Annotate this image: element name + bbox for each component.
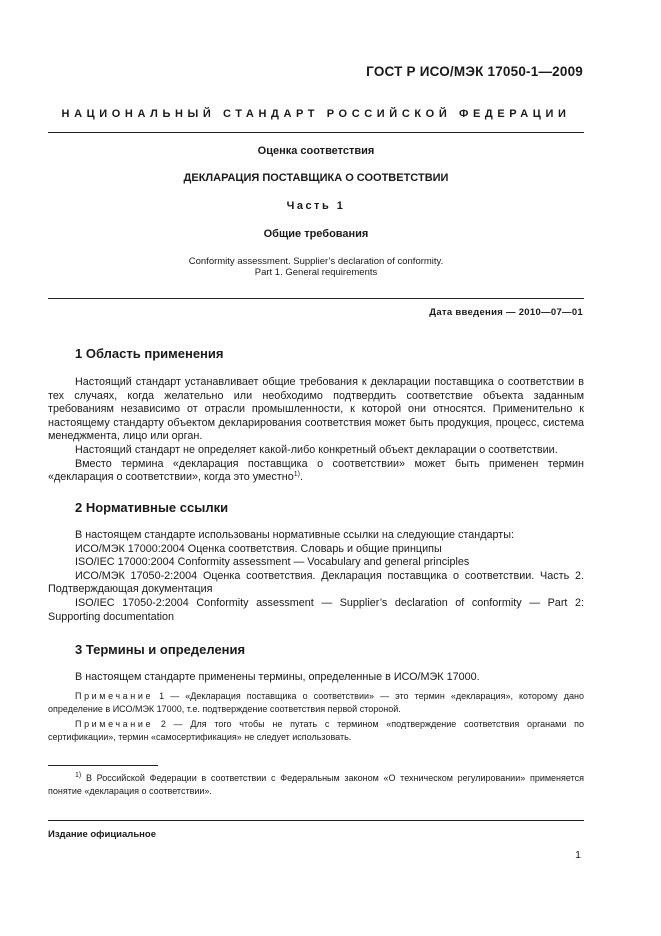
page-number: 1 (575, 849, 581, 861)
national-standard-banner: НАЦИОНАЛЬНЫЙ СТАНДАРТ РОССИЙСКОЙ ФЕДЕРАЦИИ (61, 108, 571, 120)
section-2-heading: 2 Нормативные ссылки (75, 500, 229, 515)
reference-4: ISO/IEC 17050-2:2004 Conformity assessment — Supplier’s declaration of conformity — Part 2: Supporting documentation (48, 596, 584, 623)
reference-1: ИСО/МЭК 17000:2004 Оценка соответствия. Словарь и общие принципы (75, 542, 442, 555)
section-1-body (48, 376, 584, 485)
note-1-label: Примечание (75, 691, 154, 701)
footer-divider (48, 820, 584, 821)
footnote-text: В Российской Федерации в соответствии с Федеральным законом «О техническом регулировании» применяется понятие «декларация о соответствии». (48, 773, 584, 796)
section-1-paragraph-3-text: Вместо термина «декларация поставщика о соответствии» может быть применен термин «декларация о соответствии», когда это уместно (48, 457, 584, 484)
footnote (48, 772, 584, 798)
footnote-ref: 1) (293, 471, 300, 479)
section-2-body (48, 529, 584, 624)
section-1-paragraph-1: Настоящий стандарт устанавливает общие требования к декларации поставщика о соответствии в тех случаях, когда желательно или необходимо подтвердить соответствие объекта заданным требованиям независимо от отрасли промышленности, к которой они относятся. Применительно к настоящему стандарту объектом декларирования соответствия может быть продукция, процесс, система менеджмента, лицо или орган. (48, 376, 584, 443)
section-3-heading: 3 Термины и определения (75, 642, 246, 657)
note-2-number: 2 (160, 719, 166, 729)
section-2-intro: В настоящем стандарте использованы нормативные ссылки на следующие стандарты: (75, 529, 514, 541)
note-2-label: Примечание (75, 719, 154, 729)
section-1-paragraph-3 (48, 458, 584, 485)
section-3-body (48, 671, 584, 685)
effective-date: Дата введения — 2010—07—01 (429, 307, 583, 318)
note-1 (48, 690, 584, 716)
section-1-paragraph-3-end: . (299, 471, 303, 484)
section-1-heading: 1 Область применения (75, 346, 224, 361)
title-part: Часть 1 (286, 200, 346, 212)
header-divider (48, 132, 584, 133)
note-1-number: 1 (159, 691, 165, 701)
reference-3: ИСО/МЭК 17050-2:2004 Оценка соответствия. Декларация поставщика о соответствии. Часть 2. Подтверждающая документация (48, 569, 584, 596)
title-line-1: Оценка соответствия (257, 145, 375, 157)
note-2 (48, 718, 584, 744)
standard-code: ГОСТ Р ИСО/МЭК 17050-1—2009 (366, 64, 583, 79)
official-edition-label: Издание официальное (48, 829, 156, 840)
section-3-intro: В настоящем стандарте применены термины, определенные в ИСО/МЭК 17000. (75, 671, 480, 683)
footnote-mark: 1) (75, 772, 82, 779)
title-english-2: Part 1. General requirements (254, 267, 378, 278)
title-divider (48, 298, 584, 299)
reference-2: ISO/IEC 17000:2004 Conformity assessment — Vocabulary and general principles (75, 556, 470, 569)
title-subtitle: Общие требования (263, 228, 369, 240)
title-english-1: Conformity assessment. Supplier’s declaration of conformity. (188, 256, 444, 267)
title-line-2: ДЕКЛАРАЦИЯ ПОСТАВЩИКА О СООТВЕТСТВИИ (183, 172, 449, 184)
section-1-paragraph-2: Настоящий стандарт не определяет какой-либо конкретный объект декларации о соответствии. (75, 443, 558, 456)
note-2-text: — Для того чтобы не путать с термином «подтверждение соответствия органами по сертификации», термин «самосертификация» не следует использовать. (48, 719, 584, 742)
note-1-text: — «Декларация поставщика о соответствии» — это термин «декларация», которому дано определение в ИСО/МЭК 17000, т.е. подтверждение соответствия первой стороной. (48, 691, 584, 714)
footnote-divider (48, 765, 158, 766)
